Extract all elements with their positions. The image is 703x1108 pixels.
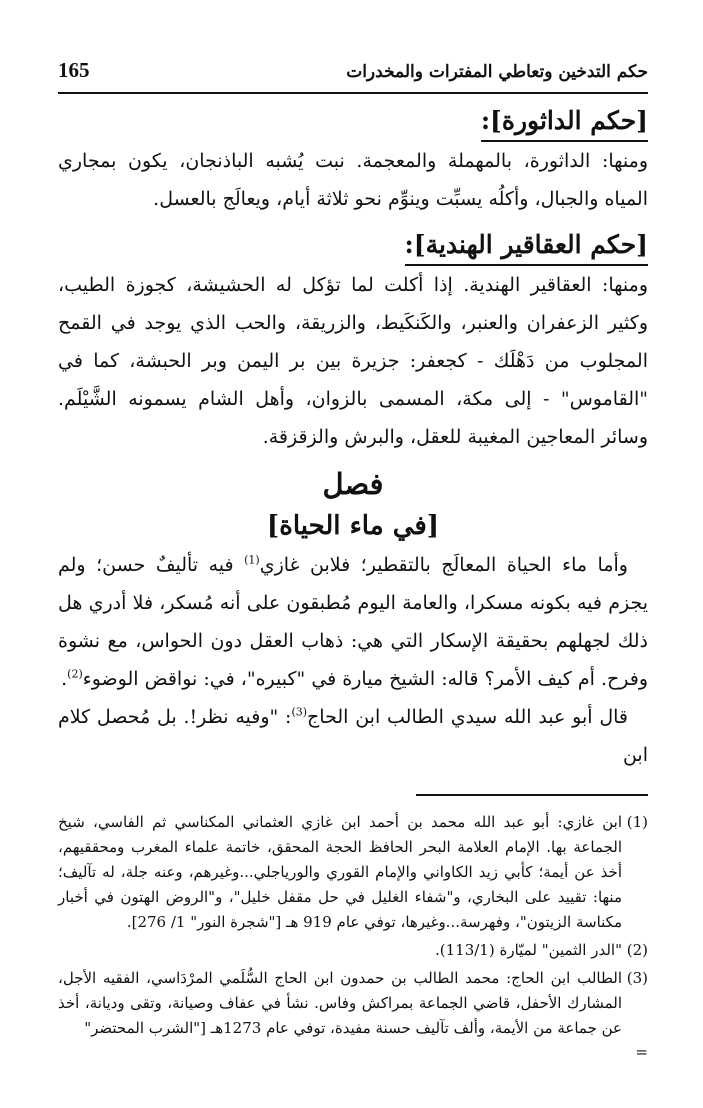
footnote-number: (3) [626, 969, 648, 987]
running-header [58, 58, 648, 94]
text-run: . [61, 668, 68, 690]
chapter-title: فصل [322, 467, 384, 501]
footnote-ref-1[interactable]: (1) [244, 553, 260, 567]
page-number: 165 [58, 58, 90, 82]
section-heading-dathura: [حكم الداثورة]: [481, 102, 648, 142]
running-title: حكم التدخين وتعاطي المفترات والمخدرات [346, 62, 648, 82]
footnote-ref-2[interactable]: (2) [67, 667, 83, 681]
footnote-number: (1) [626, 813, 648, 831]
footnote-text: الطالب ابن الحاج: محمد الطالب بن حمدون ابن الحاج السُّلَمي المرْدَاسي، الفقيه الأجل، المشارك الأحفل، قاضي الجماعة بمراكش وفاس. نشأ في عفاف وصيانة، وتقى وديانة، أخذ عن جماعة من الأيمة، وألف تآليف حسنة مفيدة، توفي عام 1273هـ ["الشرب المحتضر" [58, 969, 622, 1037]
footnote-text: "الدر الثمين" لميّارة (113/1). [435, 941, 622, 959]
paragraph-dathura: ومنها: الداثورة، بالمهملة والمعجمة. نبت يُشبه الباذنجان، يكون بمجاري المياه والجبال، وأكلُه يسبِّت وينوِّم نحو ثلاثة أيام، ويعالَج بالعسل. [58, 150, 648, 210]
footnote-2 [58, 938, 648, 963]
paragraph-indian-drugs: ومنها: العقاقير الهندية. إذا أكلت لما تؤكل له الحشيشة، كجوزة الطيب، وكثير الزعفران والعنبر، والكَنكَيط، والزريقة، والحب الذي يوجد في القمح المجلوب من دَهْلَك - كجعفر: جزيرة بين بر اليمن وبر الحبشة، كما في "القاموس" - إلى مكة، المسمى بالزوان، وأهل الشام يسمونه الشَّيْلَم. وسائر المعاجين المغيبة للعقل، والبرش والزقزقة. [58, 274, 648, 448]
text-run: قال أبو عبد الله سيدي الطالب ابن الحاج [307, 706, 628, 728]
footnote-ref-3[interactable]: (3) [291, 705, 308, 719]
footnote-3 [58, 966, 648, 1041]
chapter-subtitle: [في ماء الحياة] [266, 511, 440, 541]
paragraph-ibn-alhajj [58, 698, 648, 774]
continuation-mark: = [635, 1043, 648, 1061]
book-page [58, 58, 648, 1060]
paragraph-water-of-life [58, 546, 648, 698]
footnote-text: ابن غازي: أبو عبد الله محمد بن أحمد ابن غازي العثماني المكناسي ثم الفاسي، شيخ الجماعة بها. الإمام العلامة البحر الحافظ الحجة المحقق، خاتمة علماء المغرب ومحققيهم، أخذ عن أيمة؛ كأبي زيد الكاواني والإمام القوري والورياجلي...وغيرهم، وعنه جلة، له تآليف؛ منها: تقييد على البخاري، و"شفاء الغليل في حل مقفل خليل"، و"الروض الهتون في أخبار مكناسة الزيتون"، وفهرسة...وغيرها، توفي عام 919 هـ ["شجرة النور" 1/ 276]. [58, 813, 622, 931]
text-run: فيه تأليفٌ حسن؛ ولم يجزم فيه بكونه مسكرا، والعامة اليوم مُطبقون على أنه مُسكر، فلا أدري هل ذلك لجهلهم بحقيقة الإسكار التي هي: ذهاب العقل دون الحواس، مع نشوة وفرح. أم كيف الأمر؟ قاله: الشيخ ميارة في "كبيره"، في: نواقض الوضوء [58, 554, 648, 690]
footnote-1 [58, 810, 648, 935]
text-run: وأما ماء الحياة المعالَج بالتقطير؛ فلابن غازي [259, 554, 628, 576]
footnote-number: (2) [626, 941, 648, 959]
section-heading-indian-drugs: [حكم العقاقير الهندية]: [405, 226, 648, 266]
footnote-separator [416, 794, 648, 796]
text-run: : "وفيه نظر!. بل مُحصل كلام ابن [58, 706, 648, 766]
footnotes [58, 810, 648, 1060]
